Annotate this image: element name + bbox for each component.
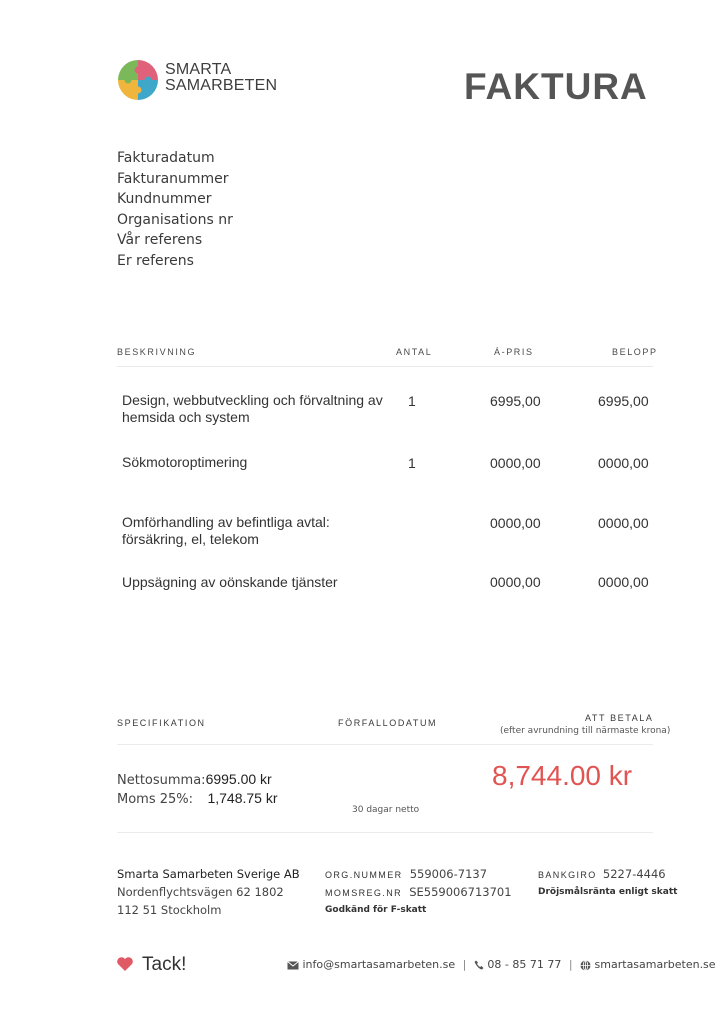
- specification-label: SPECIFIKATION: [117, 718, 206, 728]
- org-number-label: ORG.NUMMER: [325, 870, 403, 880]
- vat-value: 1,748.75 kr: [207, 790, 278, 806]
- org-number-value: 559006-7137: [409, 867, 488, 881]
- heart-icon: [116, 956, 134, 972]
- bankgiro-label: BANKGIRO: [538, 870, 597, 880]
- contact-line: [287, 958, 716, 971]
- row-3-description: Omförhandling av befintliga avtal: försäkring, el, telekom: [122, 514, 330, 547]
- bankgiro-value: 5227-4446: [602, 867, 666, 881]
- contact-phone[interactable]: 08 - 85 71 77: [487, 958, 562, 971]
- company-address-1: Nordenflychtsvägen 62 1802: [117, 885, 284, 899]
- col-header-quantity: ANTAL: [396, 347, 433, 357]
- row-2-amount: 0000,00: [598, 455, 649, 471]
- row-4-description: Uppsägning av oönskande tjänster: [122, 574, 338, 590]
- meta-customer-number-label: Kundnummer: [117, 191, 212, 207]
- brand-name: [165, 62, 277, 94]
- puzzle-logo-icon: [116, 58, 160, 102]
- net-sum-value: 6995.00 kr: [205, 771, 272, 787]
- late-interest-note: Dröjsmålsränta enligt skatt: [538, 887, 678, 897]
- vat-reg-line: [325, 885, 512, 899]
- col-header-amount: BELOPP: [612, 347, 658, 357]
- col-header-unit-price: Á-PRIS: [494, 347, 534, 357]
- document-title: FAKTURA: [464, 66, 648, 107]
- envelope-icon: [287, 961, 299, 970]
- thanks-text: Tack!: [142, 954, 187, 975]
- contact-website[interactable]: smartasamarbeten.se: [594, 958, 716, 971]
- contact-separator-2: |: [568, 958, 573, 971]
- vat-label: Moms 25%:: [117, 792, 194, 807]
- rounding-note: (efter avrundning till närmaste krona): [500, 726, 671, 736]
- meta-your-reference-label: Er referens: [117, 252, 194, 269]
- row-4-amount: 0000,00: [598, 574, 649, 590]
- company-block: [117, 865, 300, 919]
- row-1-amount: 6995,00: [598, 393, 649, 409]
- row-4-unit-price: 0000,00: [490, 574, 541, 590]
- globe-icon: [580, 960, 591, 971]
- row-1-unit-price: 6995,00: [490, 393, 541, 409]
- contact-email[interactable]: info@smartasamarbeten.se: [302, 958, 456, 971]
- due-date-label: FÖRFALLODATUM: [338, 718, 438, 728]
- summary-divider-top: [117, 744, 653, 745]
- meta-our-reference-label: Vår referens: [117, 232, 203, 248]
- payment-terms: 30 dagar netto: [352, 805, 420, 815]
- vat-line: [117, 790, 278, 808]
- vat-reg-label: MOMSREG.NR: [325, 888, 402, 898]
- summary-divider-bottom: [117, 832, 653, 833]
- row-2-description: Sökmotoroptimering: [122, 454, 248, 470]
- invoice-meta: [117, 148, 233, 271]
- org-number-line: [325, 867, 487, 881]
- amount-due-label: ATT BETALA: [585, 713, 654, 723]
- row-3-unit-price: 0000,00: [490, 515, 541, 531]
- bankgiro-line: [538, 867, 666, 881]
- row-2-unit-price: 0000,00: [490, 455, 541, 471]
- company-name: Smarta Samarbeten Sverige AB: [117, 867, 300, 881]
- company-address-2: 112 51 Stockholm: [117, 903, 222, 917]
- col-header-description: BESKRIVNING: [117, 347, 197, 357]
- meta-invoice-date-label: Fakturadatum: [117, 150, 215, 166]
- contact-separator-1: |: [462, 958, 467, 971]
- brand-line-1: SMARTA: [165, 61, 232, 78]
- f-tax-note: Godkänd för F-skatt: [325, 905, 427, 915]
- phone-icon: [474, 960, 484, 970]
- net-sum-line: [117, 771, 272, 789]
- brand-line-2: SAMARBETEN: [165, 77, 278, 94]
- row-1-quantity: 1: [408, 393, 416, 409]
- meta-invoice-number-label: Fakturanummer: [117, 170, 229, 187]
- row-3-amount: 0000,00: [598, 515, 649, 531]
- row-2-quantity: 1: [408, 455, 416, 471]
- header-divider: [117, 366, 653, 367]
- row-1-description: Design, webbutveckling och förvaltning av hemsida och system: [122, 392, 383, 425]
- meta-org-number-label: Organisations nr: [117, 211, 233, 228]
- vat-reg-value: SE559006713701: [409, 885, 512, 899]
- total-amount: 8,744.00 kr: [492, 760, 633, 791]
- net-sum-label: Nettosumma:: [117, 773, 206, 788]
